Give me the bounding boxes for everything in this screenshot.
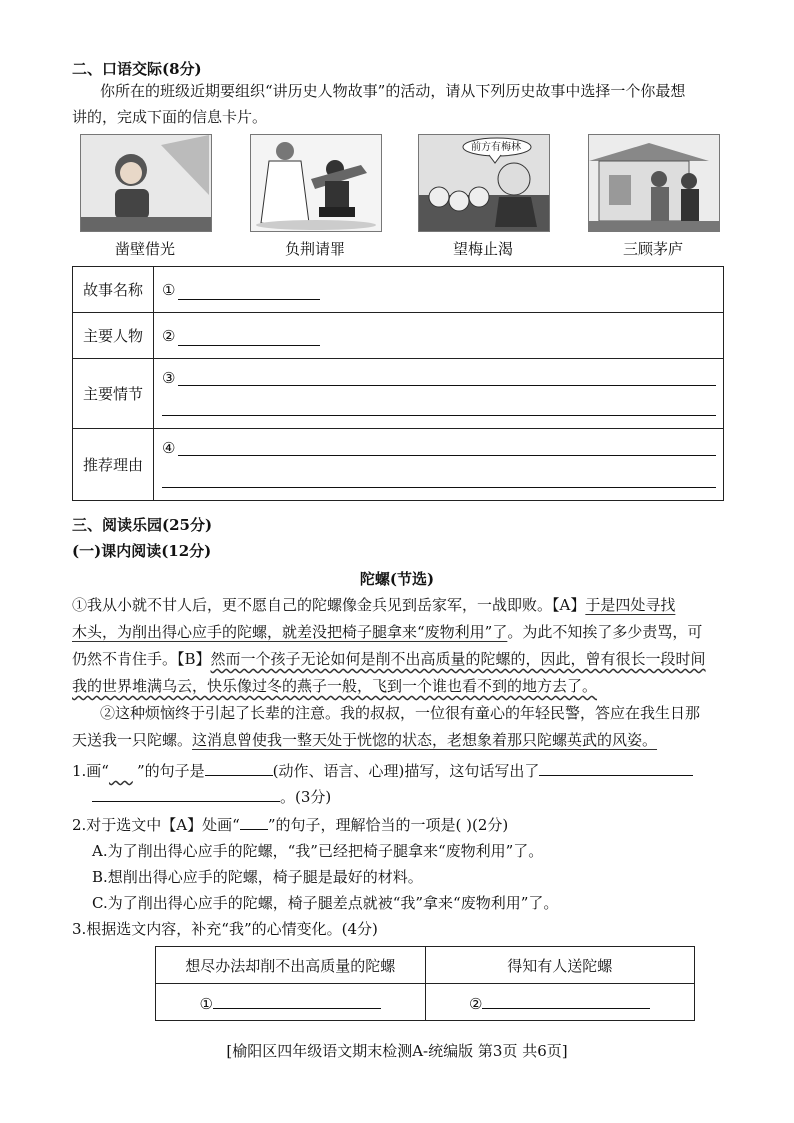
mood-table xyxy=(155,946,695,1021)
passage-para1-line4 xyxy=(72,673,732,700)
card-label: 推荐理由 xyxy=(73,429,154,501)
card-marker: ④ xyxy=(162,439,176,457)
info-card xyxy=(72,266,724,501)
q1-blank-effect-cont[interactable] xyxy=(92,785,280,802)
passage-text: ①我从小就不甘人后，更不愿自己的陀螺像金兵见到岳家军，一战即败。【A】 xyxy=(72,596,586,614)
section3-heading: 三、阅读乐园(25分) xyxy=(72,516,213,534)
card-label: 主要情节 xyxy=(73,359,154,429)
card-row-plot xyxy=(73,359,724,429)
question-1-line2 xyxy=(92,784,331,811)
question-3: 3.根据选文内容，补充“我”的心情变化。(4分) xyxy=(72,920,378,938)
story-pictures xyxy=(72,134,732,264)
question-2 xyxy=(72,812,508,839)
card-answer-cell[interactable] xyxy=(154,267,724,313)
q2-option-c[interactable]: C.为了削出得心应手的陀螺，椅子腿差点就被“我”拿来“废物利用”了。 xyxy=(92,894,559,912)
card-marker: ① xyxy=(162,281,176,299)
q1-blank-type[interactable] xyxy=(205,759,273,776)
card-answer-cell[interactable] xyxy=(154,359,724,429)
card-marker: ③ xyxy=(162,369,176,387)
answer-blank[interactable] xyxy=(178,455,716,456)
passage-title: 陀螺(节选) xyxy=(359,570,435,588)
answer-blank[interactable] xyxy=(162,487,716,488)
q2-option-b[interactable]: B.想削出得心应手的陀螺，椅子腿是最好的材料。 xyxy=(92,868,423,886)
straight-mark-sample xyxy=(240,813,268,830)
answer-blank[interactable] xyxy=(178,299,320,300)
q1-score: 。(3分) xyxy=(280,788,332,806)
answer-blank[interactable] xyxy=(162,415,716,416)
wavy-sentence-cont: 我的世界堆满乌云，快乐像过冬的燕子一般，飞到一个谁也看不到的地方去了。 xyxy=(72,677,598,695)
underlined-sentence-a-cont: 木头，为削出得心应手的陀螺，就差没把椅子腿拿来“废物利用”了 xyxy=(72,623,508,641)
underlined-sentence-a: 于是四处寻找 xyxy=(585,596,676,614)
passage-text: 仍然不肯住手。【B】 xyxy=(72,650,211,668)
story-picture-3 xyxy=(418,134,550,232)
card-row-characters xyxy=(73,313,724,359)
mood-col1-header: 想尽办法却削不出高质量的陀螺 xyxy=(156,947,426,984)
story-picture-2 xyxy=(250,134,382,232)
q2-option-a[interactable]: A.为了削出得心应手的陀螺，“我”已经把椅子腿拿来“废物利用”了。 xyxy=(92,842,544,860)
story-caption-1: 凿壁借光 xyxy=(114,240,175,258)
section2-intro-line1: 你所在的班级近期要组织“讲历史人物故事”的活动，请从下列历史故事中选择一个你最想 xyxy=(100,82,686,100)
passage-para1-line2 xyxy=(72,619,732,646)
passage-para2-line2 xyxy=(72,727,732,754)
mood-marker: ① xyxy=(199,994,213,1013)
answer-blank[interactable] xyxy=(178,385,716,386)
mood-answer-cell-2[interactable] xyxy=(425,984,695,1021)
card-answer-cell[interactable] xyxy=(154,313,724,359)
q2-text: ”的句子，理解恰当的一项是( )(2分) xyxy=(267,816,509,834)
q1-blank-effect[interactable] xyxy=(539,759,693,776)
story-caption-4: 三顾茅庐 xyxy=(622,240,683,258)
underlined-sentence-b: 这消息曾使我一整天处于恍惚的状态，老想象着那只陀螺英武的风姿。 xyxy=(192,731,658,749)
passage-text: 。为此不知挨了多少责骂，可 xyxy=(507,623,703,641)
page-footer: [榆阳区四年级语文期末检测A-统编版 第3页 共6页] xyxy=(226,1042,568,1060)
section2-heading: 二、口语交际(8分) xyxy=(72,60,202,78)
mood-marker: ② xyxy=(469,994,483,1013)
q2-text: 2.对于选文中【A】处画“ xyxy=(72,816,240,834)
card-row-story-name xyxy=(73,267,724,313)
q1-text: (动作、语言、心理)描写，这句话写出了 xyxy=(272,762,540,780)
story-caption-2: 负荆请罪 xyxy=(284,240,345,258)
card-marker: ② xyxy=(162,327,176,345)
question-1 xyxy=(72,758,693,785)
passage-para2-line1: ②这种烦恼终于引起了长辈的注意。我的叔叔，一位很有童心的年轻民警，答应在我生日那 xyxy=(100,704,701,722)
story-picture-1 xyxy=(80,134,212,232)
story-picture-4 xyxy=(588,134,720,232)
card-answer-cell[interactable] xyxy=(154,429,724,501)
speech-bubble-text: 前方有梅林 xyxy=(471,142,521,153)
wavy-mark-sample xyxy=(109,758,137,785)
section2-intro-line2: 讲的，完成下面的信息卡片。 xyxy=(72,108,268,126)
mood-blank[interactable] xyxy=(213,992,381,1009)
passage-text: 天送我一只陀螺。 xyxy=(72,731,193,749)
answer-blank[interactable] xyxy=(178,345,320,346)
mood-blank[interactable] xyxy=(482,992,650,1009)
passage-para1-line1 xyxy=(72,592,732,619)
card-label: 故事名称 xyxy=(73,267,154,313)
wavy-sentence: 然而一个孩子无论如何是削不出高质量的陀螺的，因此，曾有很长一段时间 xyxy=(210,650,706,668)
card-row-reason xyxy=(73,429,724,501)
mood-answer-cell-1[interactable] xyxy=(156,984,426,1021)
q1-text: 1.画“ xyxy=(72,762,109,780)
mood-col2-header: 得知有人送陀螺 xyxy=(425,947,695,984)
card-label: 主要人物 xyxy=(73,313,154,359)
q1-text: ”的句子是 xyxy=(136,762,205,780)
section3-subheading: (一)课内阅读(12分) xyxy=(72,542,212,560)
passage-para1-line3 xyxy=(72,646,732,673)
story-caption-3: 望梅止渴 xyxy=(452,240,513,258)
